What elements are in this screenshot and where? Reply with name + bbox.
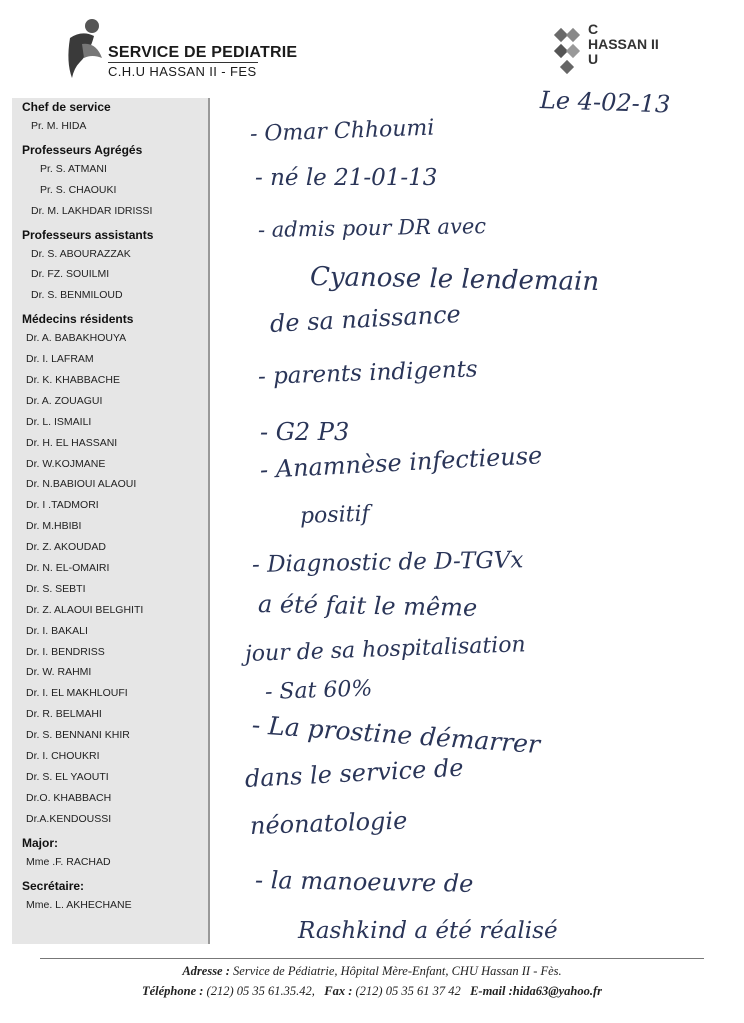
staff-member: Dr. H. EL HASSANI — [26, 436, 118, 449]
handwritten-line: - Diagnostic de D-TGVx — [251, 547, 524, 578]
staff-member: Dr. S. EL YAOUTI — [26, 770, 109, 783]
footer-address — [0, 964, 744, 979]
handwritten-line: Cyanose le lendemain — [309, 262, 600, 298]
header-divider — [108, 62, 258, 63]
staff-member: Dr. S. BENNANI KHIR — [26, 729, 130, 742]
staff-member: Dr. K. KHABBACHE — [26, 374, 120, 387]
staff-member: Dr. I. CHOUKRI — [26, 750, 100, 763]
handwritten-line: - Sat 60% — [264, 676, 373, 705]
pediatrics-logo — [62, 18, 106, 82]
footer-divider — [40, 958, 704, 959]
email-label: E-mail : — [470, 984, 513, 998]
chu-letter-c: C — [588, 21, 599, 37]
chu-hassan-label: HASSAN II — [588, 36, 659, 52]
staff-member: Dr. W.KOJMANE — [26, 457, 106, 470]
handwritten-line: positif — [299, 501, 371, 529]
staff-member: Dr. Z. ALAOUI BELGHITI — [26, 603, 144, 616]
handwritten-line: - Omar Chhoumi — [249, 115, 435, 147]
staff-member: Dr. S. BENMILOUD — [31, 289, 123, 302]
staff-member: Dr. M. LAKHDAR IDRISSI — [31, 204, 153, 217]
staff-section-heading: Major: — [22, 835, 58, 850]
staff-member: Dr. A. BABAKHOUYA — [26, 332, 127, 345]
staff-member: Dr. I. BENDRISS — [26, 645, 105, 658]
institution-name: C.H.U HASSAN II - FES — [108, 64, 257, 79]
phone-label: Téléphone : — [141, 984, 204, 998]
handwritten-line: a été fait le même — [257, 590, 478, 622]
email-address: hida63@yahoo.fr — [512, 984, 603, 998]
staff-member: Dr. L. ISMAILI — [26, 415, 92, 428]
fax-label: Fax : — [324, 984, 353, 998]
staff-member: Dr. S. SEBTI — [26, 582, 86, 595]
department-name: SERVICE DE PEDIATRIE — [108, 44, 298, 61]
handwritten-line: - la manoeuvre de — [254, 866, 474, 898]
staff-member: Dr. Z. AKOUDAD — [26, 541, 106, 554]
staff-member: Dr.O. KHABBACH — [26, 791, 112, 804]
staff-member: Dr. M.HBIBI — [26, 520, 82, 533]
handwritten-line: dans le service de — [244, 753, 465, 793]
handwritten-line: - G2 P3 — [260, 418, 350, 446]
chu-letter-u: U — [588, 51, 599, 67]
handwritten-line: - Anamnèse infectieuse — [259, 441, 543, 484]
handwritten-date: Le 4-02-13 — [539, 86, 671, 119]
chu-hassan-logo — [550, 24, 586, 80]
handwritten-line: - La prostine démarrer — [250, 710, 541, 760]
handwritten-line: - parents indigents — [257, 356, 479, 390]
staff-section-heading: Secrétaire: — [22, 878, 85, 893]
staff-member: Mme. L. AKHECHANE — [26, 898, 132, 911]
handwritten-line: néonatologie — [249, 806, 408, 840]
staff-member: Dr. I .TADMORI — [26, 499, 99, 512]
staff-member: Dr. N.BABIOUI ALAOUI — [26, 478, 137, 491]
staff-member: Pr. S. ATMANI — [40, 162, 107, 175]
footer-contact — [0, 984, 744, 999]
handwritten-line: de sa naissance — [269, 300, 462, 338]
staff-member: Dr. I. LAFRAM — [26, 353, 94, 366]
address-text: Service de Pédiatrie, Hôpital Mère-Enfant, CHU Hassan II - Fès. — [233, 964, 562, 978]
staff-section-heading: Médecins résidents — [22, 312, 134, 327]
staff-member: Dr. I. EL MAKHLOUFI — [26, 687, 128, 700]
staff-member: Dr. N. EL-OMAIRI — [26, 562, 110, 575]
handwritten-line: jour de sa hospitalisation — [244, 632, 527, 667]
staff-member: Dr.A.KENDOUSSI — [26, 812, 112, 825]
handwritten-line: - né le 21-01-13 — [255, 165, 438, 191]
staff-member: Dr. I. BAKALI — [26, 624, 88, 637]
fax-number: (212) 05 35 61 37 42 — [355, 984, 461, 998]
handwritten-line: - admis pour DR avec — [257, 214, 487, 242]
staff-member: Dr. R. BELMAHI — [26, 708, 102, 721]
staff-member: Dr. S. ABOURAZZAK — [31, 247, 131, 260]
staff-member: Pr. S. CHAOUKI — [40, 183, 117, 196]
chu-hassan-wordmark — [588, 22, 659, 67]
phone-number: (212) 05 35 61.35.42, — [206, 984, 315, 998]
address-label: Adresse : — [182, 964, 230, 978]
staff-member: Pr. M. HIDA — [31, 120, 87, 132]
handwritten-line: Rashkind a été réalisé — [298, 918, 558, 944]
staff-list — [12, 98, 208, 915]
staff-section-heading: Chef de service — [22, 100, 111, 114]
staff-section-heading: Professeurs assistants — [22, 227, 154, 242]
staff-sidebar — [12, 98, 210, 944]
staff-member: Dr. A. ZOUAGUI — [26, 394, 103, 407]
staff-member: Mme .F. RACHAD — [26, 855, 111, 868]
staff-member: Dr. W. RAHMI — [26, 666, 92, 679]
staff-section-heading: Professeurs Agrégés — [22, 142, 143, 157]
staff-member: Dr. FZ. SOUILMI — [31, 268, 110, 281]
